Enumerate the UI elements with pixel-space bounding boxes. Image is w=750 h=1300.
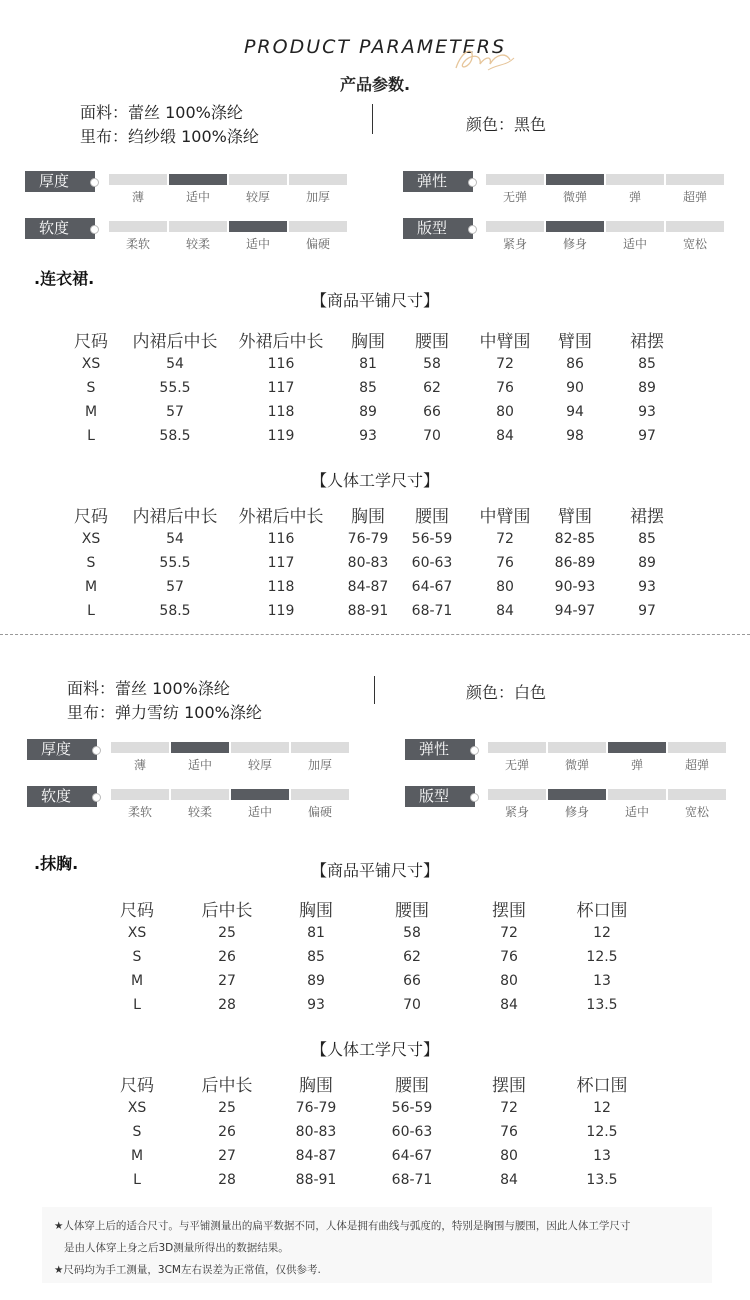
- table-cell: 12.5: [586, 949, 618, 965]
- table-cell: 85: [638, 531, 656, 547]
- scale-segment: [546, 174, 604, 185]
- table-cell: 89: [359, 404, 377, 420]
- table-cell: 57: [166, 579, 184, 595]
- table-cell: 76-79: [295, 1100, 337, 1116]
- info-divider-1: [372, 104, 373, 134]
- table-header-cell: 杯口围: [576, 1076, 628, 1096]
- table-cell: 28: [218, 1172, 236, 1188]
- table-header-cell: 尺码: [74, 332, 108, 352]
- table-cell: 88-91: [347, 603, 389, 619]
- table-cell: 66: [403, 973, 421, 989]
- scale-segment: [488, 742, 546, 753]
- table-cell: 80: [496, 404, 514, 420]
- table-cell: 94-97: [554, 603, 596, 619]
- table-cell: 84: [500, 997, 518, 1013]
- color-info-2: 颜色：白色: [466, 683, 547, 702]
- scale-option-label: 偏硬: [305, 237, 330, 251]
- table-cell: 84: [496, 428, 514, 444]
- scale-segment: [171, 742, 229, 753]
- scale-option-label: 适中: [185, 190, 210, 204]
- table-cell: 64-67: [391, 1148, 433, 1164]
- table-cell: L: [133, 997, 141, 1013]
- scale-segment: [666, 221, 724, 232]
- table-header-cell: 摆围: [492, 1076, 526, 1096]
- scale-option-label: 修身: [562, 237, 587, 251]
- fabric-info-2: 面料：蕾丝 100%涤纶: [67, 679, 230, 698]
- scale-option-label: 适中: [247, 805, 272, 819]
- table-cell: 89: [307, 973, 325, 989]
- table-cell: 119: [267, 603, 295, 619]
- table-cell: 98: [566, 428, 584, 444]
- table-cell: XS: [81, 356, 101, 372]
- table-cell: 117: [267, 555, 295, 571]
- table-cell: 90-93: [554, 579, 596, 595]
- scale-segment: [606, 174, 664, 185]
- table-cell: XS: [81, 531, 101, 547]
- fabric-info-1: 面料：蕾丝 100%涤纶: [80, 103, 243, 122]
- table-cell: M: [130, 1148, 144, 1164]
- scale-segment: [289, 174, 347, 185]
- table-cell: 54: [166, 531, 184, 547]
- table-header-cell: 外裙后中长: [238, 332, 324, 352]
- table-cell: M: [84, 404, 98, 420]
- table-header-cell: 摆围: [492, 901, 526, 921]
- table-cell: 80-83: [295, 1124, 337, 1140]
- lining-info-2: 里布：弹力雪纺 100%涤纶: [67, 703, 262, 722]
- table-cell: 89: [638, 555, 656, 571]
- scale-segment: [608, 789, 666, 800]
- scale-option-label: 紧身: [504, 805, 529, 819]
- table-cell: 116: [267, 356, 295, 372]
- table-cell: 62: [423, 380, 441, 396]
- table-cell: 93: [638, 404, 656, 420]
- scale-segment: [111, 789, 169, 800]
- table-cell: 56-59: [411, 531, 453, 547]
- scale-option-label: 适中: [624, 805, 649, 819]
- table-cell: 55.5: [159, 555, 191, 571]
- table-cell: 13: [593, 973, 611, 989]
- table-cell: 90: [566, 380, 584, 396]
- scale-option-label: 偏硬: [307, 805, 332, 819]
- table-header-cell: 裙摆: [630, 507, 664, 527]
- scale-option-label: 加厚: [305, 190, 330, 204]
- scale-segment: [546, 221, 604, 232]
- scale-option-label: 适中: [187, 758, 212, 772]
- table-cell: 85: [307, 949, 325, 965]
- scale-segment: [668, 742, 726, 753]
- scale-option-label: 超弹: [682, 190, 707, 204]
- table-cell: L: [87, 603, 95, 619]
- note-line-2: 是由人体穿上身之后3D测量所得出的数据结果。: [64, 1242, 289, 1254]
- attribute-label: 版型: [405, 786, 475, 807]
- scale-option-label: 紧身: [502, 237, 527, 251]
- table-header-cell: 臂围: [558, 507, 592, 527]
- table-cell: 56-59: [391, 1100, 433, 1116]
- table-cell: 13: [593, 1148, 611, 1164]
- color-info-1: 颜色：黑色: [466, 115, 547, 134]
- scale-option-label: 较柔: [187, 805, 212, 819]
- table-cell: XS: [127, 1100, 147, 1116]
- table-cell: 72: [496, 356, 514, 372]
- attribute-label: 弹性: [403, 171, 473, 192]
- table-cell: 80: [500, 1148, 518, 1164]
- table-cell: 12: [593, 925, 611, 941]
- table-cell: 27: [218, 1148, 236, 1164]
- table-cell: M: [84, 579, 98, 595]
- scale-segment: [488, 789, 546, 800]
- note-line-1: ★人体穿上后的适合尺寸。与平铺测量出的扁平数据不同，人体是拥有曲线与弧度的，特别是胸围与腰围，因此人体工学尺寸: [54, 1220, 631, 1232]
- table-cell: 76: [496, 380, 514, 396]
- table-cell: 85: [638, 356, 656, 372]
- table-header-cell: 尺码: [120, 1076, 154, 1096]
- scale-option-label: 微弹: [562, 190, 587, 204]
- table-cell: 119: [267, 428, 295, 444]
- table-cell: 62: [403, 949, 421, 965]
- table-cell: 89: [638, 380, 656, 396]
- scale-segment: [231, 742, 289, 753]
- scale-segment: [486, 174, 544, 185]
- table-cell: 58: [403, 925, 421, 941]
- table-cell: 25: [218, 1100, 236, 1116]
- table-header-cell: 胸围: [351, 332, 385, 352]
- scale-option-label: 弹: [628, 190, 641, 204]
- scale-option-label: 薄: [131, 190, 144, 204]
- scale-segment: [109, 221, 167, 232]
- table-header-cell: 腰围: [395, 901, 429, 921]
- table-cell: 54: [166, 356, 184, 372]
- scale-option-label: 较柔: [185, 237, 210, 251]
- table-cell: 86: [566, 356, 584, 372]
- table-header-cell: 胸围: [299, 901, 333, 921]
- table-cell: 80: [500, 973, 518, 989]
- scale-option-label: 适中: [245, 237, 270, 251]
- table-header-cell: 杯口围: [576, 901, 628, 921]
- scale-option-label: 宽松: [682, 237, 707, 251]
- title-english: PRODUCT PARAMETERS: [243, 36, 507, 58]
- table-cell: 72: [500, 925, 518, 941]
- table-cell: 60-63: [411, 555, 453, 571]
- table-cell: 58.5: [159, 428, 191, 444]
- table-cell: M: [130, 973, 144, 989]
- scale-segment: [666, 174, 724, 185]
- scale-segment: [169, 174, 227, 185]
- table-cell: 70: [403, 997, 421, 1013]
- table-cell: 81: [359, 356, 377, 372]
- table-cell: 68-71: [411, 603, 453, 619]
- table-cell: 76: [500, 1124, 518, 1140]
- table-header-cell: 腰围: [415, 507, 449, 527]
- table-cell: 93: [307, 997, 325, 1013]
- table-cell: S: [132, 949, 142, 965]
- scale-option-label: 微弹: [564, 758, 589, 772]
- table-header-cell: 腰围: [415, 332, 449, 352]
- table-cell: 25: [218, 925, 236, 941]
- scale-option-label: 无弹: [502, 190, 527, 204]
- table-cell: 94: [566, 404, 584, 420]
- table-cell: 58.5: [159, 603, 191, 619]
- table-cell: 60-63: [391, 1124, 433, 1140]
- table-cell: 97: [638, 603, 656, 619]
- table-cell: 72: [500, 1100, 518, 1116]
- table-cell: 93: [359, 428, 377, 444]
- scale-option-label: 适中: [622, 237, 647, 251]
- scale-segment: [229, 221, 287, 232]
- table-cell: 118: [267, 404, 295, 420]
- note-line-3: ★尺码均为手工测量，3CM左右误差为正常值，仅供参考.: [54, 1264, 321, 1276]
- body-size-title-2: 【人体工学尺寸】: [310, 1040, 439, 1059]
- table-header-cell: 内裙后中长: [132, 332, 218, 352]
- scale-option-label: 加厚: [307, 758, 332, 772]
- table-cell: S: [86, 380, 96, 396]
- scale-segment: [109, 174, 167, 185]
- table-cell: S: [132, 1124, 142, 1140]
- table-cell: 82-85: [554, 531, 596, 547]
- table-cell: 76: [500, 949, 518, 965]
- scale-segment: [608, 742, 666, 753]
- attribute-label: 弹性: [405, 739, 475, 760]
- dashed-divider: [0, 634, 750, 635]
- scale-segment: [291, 742, 349, 753]
- table-header-cell: 内裙后中长: [132, 507, 218, 527]
- table-cell: 84-87: [295, 1148, 337, 1164]
- table-cell: 58: [423, 356, 441, 372]
- attribute-label: 版型: [403, 218, 473, 239]
- section-title-tube-top: .抹胸.: [34, 854, 79, 873]
- table-cell: XS: [127, 925, 147, 941]
- info-divider-2: [374, 676, 375, 704]
- scale-option-label: 柔软: [127, 805, 152, 819]
- table-cell: S: [86, 555, 96, 571]
- title-chinese: 产品参数.: [339, 75, 411, 94]
- table-header-cell: 尺码: [120, 901, 154, 921]
- table-header-cell: 后中长: [201, 901, 253, 921]
- table-cell: 81: [307, 925, 325, 941]
- attribute-label: 厚度: [27, 739, 97, 760]
- table-cell: 88-91: [295, 1172, 337, 1188]
- scale-option-label: 修身: [564, 805, 589, 819]
- scale-option-label: 较厚: [247, 758, 272, 772]
- table-cell: 117: [267, 380, 295, 396]
- table-cell: 85: [359, 380, 377, 396]
- scale-segment: [169, 221, 227, 232]
- table-cell: 118: [267, 579, 295, 595]
- table-cell: 64-67: [411, 579, 453, 595]
- scale-segment: [486, 221, 544, 232]
- table-cell: 13.5: [586, 1172, 618, 1188]
- table-cell: 84: [500, 1172, 518, 1188]
- table-cell: 57: [166, 404, 184, 420]
- table-header-cell: 腰围: [395, 1076, 429, 1096]
- table-header-cell: 尺码: [74, 507, 108, 527]
- table-cell: 84-87: [347, 579, 389, 595]
- scale-segment: [231, 789, 289, 800]
- scale-option-label: 弹: [630, 758, 643, 772]
- scale-option-label: 无弹: [504, 758, 529, 772]
- flat-size-title-2: 【商品平铺尺寸】: [310, 861, 439, 880]
- table-cell: 12.5: [586, 1124, 618, 1140]
- table-cell: 116: [267, 531, 295, 547]
- scale-segment: [606, 221, 664, 232]
- body-size-title-1: 【人体工学尺寸】: [310, 471, 439, 490]
- signature-flourish-icon: [448, 40, 518, 74]
- table-cell: 93: [638, 579, 656, 595]
- table-cell: 27: [218, 973, 236, 989]
- table-header-cell: 外裙后中长: [238, 507, 324, 527]
- scale-option-label: 柔软: [125, 237, 150, 251]
- table-cell: 84: [496, 603, 514, 619]
- table-cell: L: [133, 1172, 141, 1188]
- attribute-label: 软度: [25, 218, 95, 239]
- table-cell: 70: [423, 428, 441, 444]
- scale-segment: [668, 789, 726, 800]
- table-cell: 66: [423, 404, 441, 420]
- table-cell: 12: [593, 1100, 611, 1116]
- scale-segment: [229, 174, 287, 185]
- table-cell: 55.5: [159, 380, 191, 396]
- table-header-cell: 臂围: [558, 332, 592, 352]
- flat-size-title-1: 【商品平铺尺寸】: [310, 291, 439, 310]
- table-cell: 80: [496, 579, 514, 595]
- table-header-cell: 裙摆: [630, 332, 664, 352]
- table-cell: L: [87, 428, 95, 444]
- attribute-label: 软度: [27, 786, 97, 807]
- table-header-cell: 中臂围: [479, 332, 531, 352]
- section-title-dress: .连衣裙.: [34, 269, 95, 288]
- scale-option-label: 薄: [133, 758, 146, 772]
- scale-segment: [289, 221, 347, 232]
- scale-segment: [291, 789, 349, 800]
- scale-segment: [111, 742, 169, 753]
- table-cell: 76-79: [347, 531, 389, 547]
- table-cell: 76: [496, 555, 514, 571]
- table-cell: 86-89: [554, 555, 596, 571]
- table-cell: 68-71: [391, 1172, 433, 1188]
- scale-option-label: 宽松: [684, 805, 709, 819]
- scale-option-label: 较厚: [245, 190, 270, 204]
- table-cell: 28: [218, 997, 236, 1013]
- table-cell: 13.5: [586, 997, 618, 1013]
- scale-segment: [548, 789, 606, 800]
- attribute-label: 厚度: [25, 171, 95, 192]
- table-cell: 26: [218, 1124, 236, 1140]
- table-header-cell: 后中长: [201, 1076, 253, 1096]
- scale-option-label: 超弹: [684, 758, 709, 772]
- table-header-cell: 胸围: [299, 1076, 333, 1096]
- scale-segment: [171, 789, 229, 800]
- table-cell: 26: [218, 949, 236, 965]
- table-cell: 80-83: [347, 555, 389, 571]
- table-cell: 72: [496, 531, 514, 547]
- table-cell: 97: [638, 428, 656, 444]
- table-header-cell: 中臂围: [479, 507, 531, 527]
- lining-info-1: 里布：绉纱缎 100%涤纶: [80, 127, 259, 146]
- table-header-cell: 胸围: [351, 507, 385, 527]
- scale-segment: [548, 742, 606, 753]
